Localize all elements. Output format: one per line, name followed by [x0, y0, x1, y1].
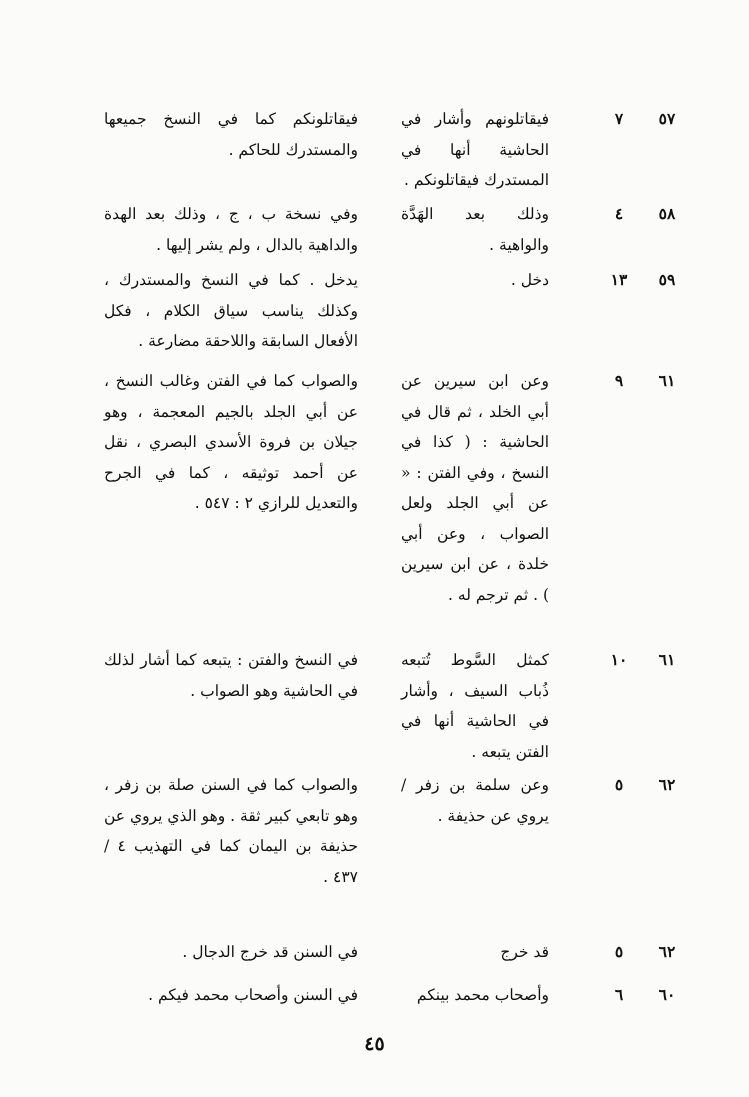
correction-note: في السنن قد خرج الدجال . — [182, 943, 358, 961]
line-ref: ١٠ — [610, 650, 628, 669]
line-ref: ١٣ — [610, 270, 628, 289]
page-ref: ٥٨ — [658, 204, 676, 223]
page-ref: ٦١ — [658, 650, 676, 669]
line-ref: ٥ — [614, 942, 624, 961]
line-ref: ٧ — [614, 109, 624, 128]
correction-note: وفي نسخة ب ، ج ، وذلك بعد الهدة والداهية بالدال ، ولم يشر إليها . — [104, 205, 358, 254]
page-ref: ٦٢ — [658, 775, 676, 794]
correction-note: والصواب كما في السنن صلة بن زفر ، وهو تابعي كبير ثقة . وهو الذي يروي عن حذيفة بن اليمان كما في التهذيب ٤ / ٤٣٧ . — [103, 776, 358, 886]
original-text: وعن سلمة بن زفر / يروي عن حذيفة . — [401, 776, 549, 825]
page-ref: ٦٠ — [658, 985, 676, 1004]
line-ref: ٤ — [614, 204, 624, 223]
correction-note: في النسخ والفتن : يتبعه كما أشار لذلك في الحاشية وهو الصواب . — [104, 651, 358, 700]
original-text: وذلك بعد الهَدَّة والواهية . — [401, 205, 549, 254]
original-text: دخل . — [510, 271, 549, 289]
original-text: قد خرج — [500, 943, 549, 961]
page-number: ٤٥ — [364, 1033, 385, 1055]
original-text: فيقاتلونهم وأشار في الحاشية أنها في المستدرك فيقاتلونكم . — [401, 110, 549, 189]
original-text: كمثل السَّوط تُتبعه ذُباب السيف ، وأشار في الحاشية أنها في الفتن يتبعه . — [401, 651, 549, 761]
page-ref: ٦٢ — [658, 942, 676, 961]
correction-note: والصواب كما في الفتن وغالب النسخ ، عن أبي الجلد بالجيم المعجمة ، وهو جيلان بن فروة الأسدي البصري ، نقل عن أحمد توثيقه ، كما في الجرح والتعديل للرازي ٢ : ٥٤٧ . — [104, 372, 358, 512]
page-ref: ٥٩ — [658, 270, 676, 289]
line-ref: ٥ — [614, 775, 624, 794]
original-text: وعن ابن سيرين عن أبي الخلد ، ثم قال في الحاشية : ( كذا في النسخ ، وفي الفتن : « عن أبي الجلد ولعل الصواب ، وعن أبي خلدة ، عن ابن سيرين ) . ثم ترجم له . — [401, 372, 549, 604]
page-ref: ٦١ — [658, 371, 676, 390]
line-ref: ٦ — [614, 985, 624, 1004]
page-ref: ٥٧ — [658, 109, 676, 128]
line-ref: ٩ — [614, 371, 624, 390]
original-text: وأصحاب محمد بينكم — [416, 986, 549, 1004]
correction-note: فيقاتلونكم كما في النسخ جميعها والمستدرك للحاكم . — [104, 110, 358, 159]
correction-note: يدخل . كما في النسخ والمستدرك ، وكذلك يناسب سياق الكلام ، فكل الأفعال السابقة واللاحقة مضارعة . — [104, 271, 358, 350]
correction-note: في السنن وأصحاب محمد فيكم . — [148, 986, 358, 1004]
